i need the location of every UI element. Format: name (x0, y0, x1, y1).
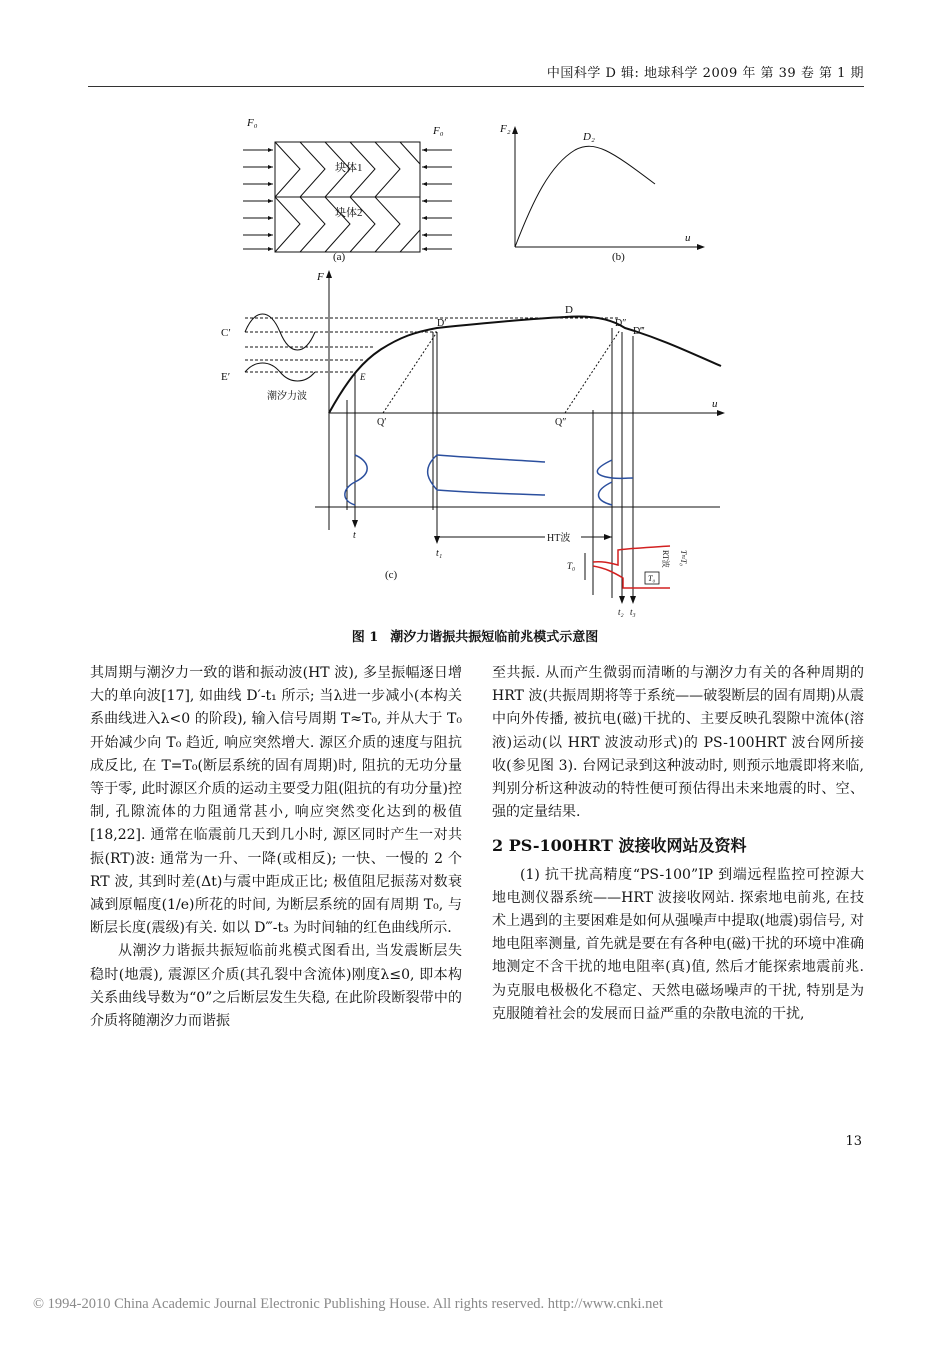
label-d-triple: D‴ (633, 326, 645, 337)
block2-label: 块体2 (335, 207, 363, 219)
right-column (492, 662, 864, 1026)
label-t3: t₃ (630, 607, 636, 617)
figure-caption-text: 潮汐力谐振共振短临前兆模式示意图 (390, 630, 599, 645)
diagonal-guides (383, 330, 620, 413)
panel-c-label: (c) (385, 569, 398, 581)
rt-waves (593, 546, 670, 588)
panel-a-force-left: F₀ (247, 117, 258, 129)
figure-label: 图 1 (351, 630, 379, 645)
left-paragraph-1: 其周期与潮汐力一致的谐和振动波(HT 波), 多呈振幅逐日增大的单向波[17], 如曲线 D′-t₁ 所示; 当λ进一步减小(本构关系曲线进入λ<0 的阶段), 输入信号周期 T≈T₀, 并从大于 T₀ 开始减少向 T₀ 趋近, 响应突然增大. 源区介质的速度与阻抗成反比, 在 T=T₀(断层系统的固有周期)时, 阻抗的无功分量等于零, 此时源区介质的运动主要受力阻(阻抗的有功分量)控制, 孔隙流体的力阻通常甚小, 响应突然变化达到的极值[18,22]. 通常在临震前几天到几小时, 源区同时产生一对共振(RT)波: 通常为一升、一降(或相反); 一快、一慢的 2 个 RT 波, 其到时差(Δt)与震中距成正比; 极值阻尼振荡对数衰减到原幅度(1/e)所花的时间, 为断层系统的固有周期 T₀, 与断层长度(震级)有关. 如以 D‴-t₃ 为时间轴的红色曲线所示. (90, 665, 462, 937)
panel-b-x-label: u (685, 232, 691, 244)
label-t2: t₂ (618, 607, 624, 617)
label-tidal-wave: 潮汐力波 (267, 391, 307, 402)
label-d-prime: D′ (437, 318, 447, 329)
left-force-arrows (243, 148, 273, 251)
right-paragraph-2: (1) 抗干扰高精度“PS-100”IP 到端远程监控可控源大地电测仪器系统——HRT 波接收网站. 探索地电前兆, 在技术上遇到的主要困难是如何从强噪声中提取(地震)弱信号, 对地电阻率测量, 首先就是要在有各种电(磁)干扰的环境中准确地测定不含干扰的地电阻率(真)值, 然后才能探索地震前兆. 为克服电极极化不稳定、天然电磁场噪声的干扰, 特别是为克服随着社会的发展而日益严重的杂散电流的干扰, (492, 866, 864, 1022)
label-e: E (360, 372, 366, 382)
label-rt-t0: T₀ (648, 574, 656, 583)
panel-b (499, 123, 705, 263)
panel-a-label: (a) (333, 251, 346, 263)
panel-a (243, 117, 452, 263)
block1-label: 块体1 (335, 162, 363, 174)
ht-waves (345, 455, 633, 505)
label-c-prime: C′ (221, 327, 231, 339)
section-heading: 2 PS-100HRT 波接收网站及资料 (492, 836, 747, 856)
copyright-footer: © 1994-2010 China Academic Journal Electronic Publishing House. All rights reserved. http://www.cnki.net (33, 1296, 663, 1312)
page-number: 13 (845, 1134, 862, 1149)
figure-caption (0, 626, 950, 645)
label-t1: t₁ (436, 548, 443, 559)
panel-c-x-label: u (712, 398, 718, 410)
header-rule (88, 86, 864, 87)
figure-1 (215, 110, 735, 624)
label-rt-wave: RT波 (661, 550, 670, 568)
panel-b-y-label: F₂ (500, 123, 511, 135)
label-rt-eq: T≈T₀ (679, 550, 688, 567)
label-ht-wave: HT波 (547, 533, 571, 544)
label-q-double: Q″ (555, 417, 567, 428)
label-q-prime: Q′ (377, 417, 387, 428)
left-paragraph-2: 从潮汐力谐振共振短临前兆模式图看出, 当发震断层失稳时(地震), 震源区介质(其孔裂中含流体)刚度λ≤0, 即本构关系曲线导数为“0”之后断层发生失稳, 在此阶段断裂带中的介质将随潮汐力而谐振 (90, 943, 462, 1030)
figure-1-drawing (215, 110, 735, 620)
label-e-prime: E′ (221, 371, 231, 383)
label-d: D (565, 304, 573, 316)
panel-b-peak-label: D₂ (583, 131, 595, 143)
panel-c-y-label: F (317, 271, 324, 283)
constitutive-curve (329, 316, 721, 413)
running-header: 中国科学 D 辑: 地球科学 2009 年 第 39 卷 第 1 期 (546, 66, 864, 81)
right-paragraph-1: 至共振. 从而产生微弱而清晰的与潮汐力有关的各种周期的 HRT 波(共振周期将等于系统——破裂断层的固有周期)从震中向外传播, 被抗电(磁)干扰的、主要反映孔裂隙中流体(溶液)运动(以 HRT 波波动形式)的 PS-100HRT 波台网所接收(参见图 3). 台网记录到这种波动时, 则预示地震即将来临, 判别分析这种波动的特性便可预估得出未来地震的时、空、强的定量结果. (492, 665, 864, 821)
label-t0: T₀ (567, 561, 576, 571)
panel-b-curve (515, 146, 655, 247)
vertical-drop-lines (347, 328, 633, 598)
panel-a-force-right: F₀ (433, 125, 444, 137)
label-d-double: D″ (615, 318, 627, 329)
left-column (90, 662, 462, 1033)
label-t: t (353, 530, 356, 541)
right-force-arrows (422, 148, 452, 251)
panel-c (221, 270, 725, 617)
panel-b-label: (b) (612, 251, 625, 263)
